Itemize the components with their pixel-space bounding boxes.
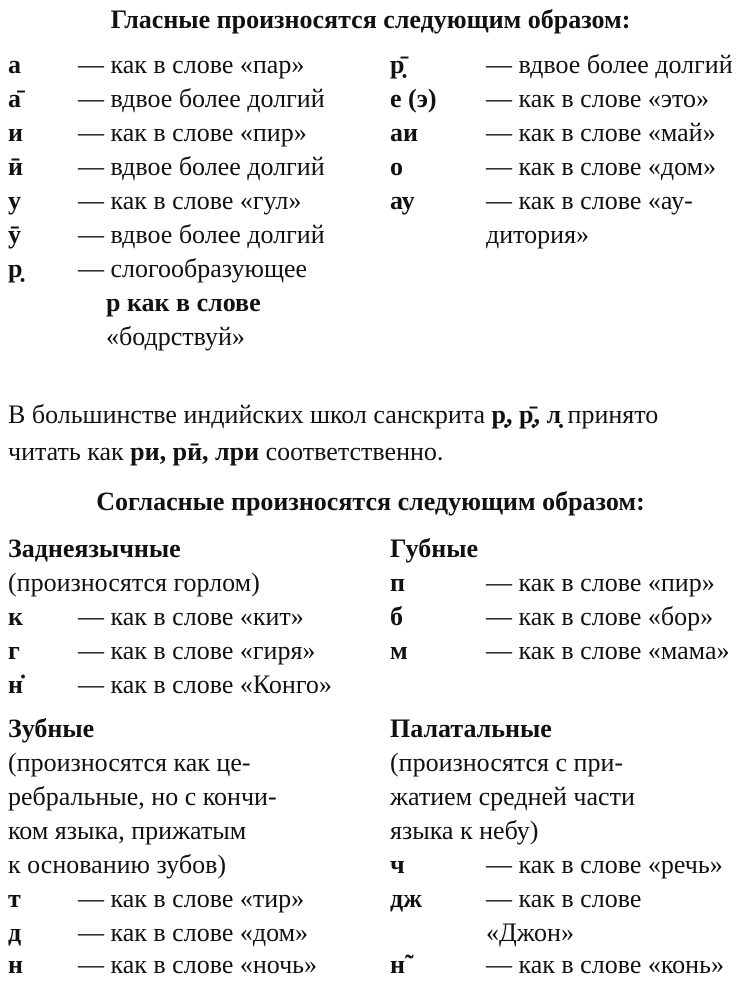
consonant-row	[8, 882, 304, 916]
vowel-row	[390, 184, 693, 218]
consonant-description-continuation: «Джон»	[486, 918, 574, 947]
vowel-description: — как в слове «это»	[486, 84, 710, 113]
consonant-description: — как в слове «кит»	[78, 602, 304, 631]
consonant-symbol: ч	[390, 850, 405, 879]
vowel-symbol: и	[8, 118, 23, 147]
consonants-heading: Согласные произносятся следующим образом:	[96, 487, 645, 516]
consonant-description: — как в слове «ночь»	[78, 950, 318, 979]
vowel-symbol: о	[390, 152, 403, 181]
vowel-row	[390, 82, 709, 116]
vowel-row	[390, 150, 716, 184]
consonant-description: — как в слове «пир»	[486, 568, 715, 597]
vowel-description: — как в слове «май»	[486, 118, 716, 147]
note-symbols: р̣, р̣̄, л̣	[491, 400, 562, 429]
vowel-continuation-line: р как в слове	[106, 288, 261, 317]
consonant-symbol: г	[8, 636, 20, 665]
vowel-description: — как в слове «гул»	[78, 186, 302, 215]
group-note-palatal: жатием средней части	[390, 782, 635, 811]
vowel-symbol: р̣	[8, 254, 23, 283]
vowels-heading: Гласные произносятся следующим образом:	[110, 5, 631, 34]
group-title-labial: Губные	[390, 534, 479, 563]
vowel-symbol: аи	[390, 118, 418, 147]
consonant-symbol: б	[390, 602, 403, 631]
consonant-row	[390, 948, 724, 982]
vowel-description-continuation: дитория»	[486, 220, 590, 249]
vowel-symbol: е (э)	[390, 84, 437, 113]
vowel-symbol: а̄	[8, 84, 21, 113]
vowel-description: — вдвое более долгий	[78, 152, 325, 181]
vowel-row	[8, 48, 304, 82]
consonant-symbol: т	[8, 884, 21, 913]
group-title-dental: Зубные	[8, 714, 95, 743]
consonant-description: — как в слове «мама»	[486, 636, 730, 665]
consonant-symbol: н	[8, 950, 23, 979]
vowel-symbol: ау	[390, 186, 415, 215]
consonant-symbol: дж	[390, 884, 423, 913]
consonant-description: — как в слове «тир»	[78, 884, 305, 913]
vowel-description-continuation	[106, 286, 261, 320]
consonant-description: — как в слове «дом»	[78, 918, 309, 947]
group-note-dental: ком языка, прижатым	[8, 816, 247, 845]
consonant-row	[8, 916, 308, 950]
vowel-row	[8, 252, 307, 286]
consonant-description: — как в слове	[486, 884, 642, 913]
note-text: В большинстве индийских школ санскрита	[8, 400, 492, 429]
vowel-symbol: р̣̄	[390, 50, 405, 79]
vowel-description: — как в слове «ау-	[486, 186, 693, 215]
group-note-dental: к основанию зубов)	[8, 850, 227, 879]
consonant-row	[8, 600, 304, 634]
vowel-row	[8, 218, 325, 252]
consonant-symbol: н̃	[390, 950, 405, 979]
consonant-row	[8, 948, 317, 982]
consonant-row	[390, 634, 730, 668]
group-title-palatal: Палатальные	[390, 714, 552, 743]
reading-note	[8, 396, 733, 470]
group-note-palatal: языка к небу)	[390, 816, 539, 845]
vowel-description: — вдвое более долгий	[78, 220, 325, 249]
vowel-row	[8, 184, 301, 218]
vowel-description: — вдвое более долгий	[486, 50, 733, 79]
consonant-row	[8, 634, 315, 668]
vowel-description: — вдвое более долгий	[78, 84, 325, 113]
vowel-row	[8, 82, 325, 116]
vowel-description: — как в слове «дом»	[486, 152, 717, 181]
vowel-symbol: у	[8, 186, 21, 215]
consonant-description: — как в слове «Конго»	[78, 670, 332, 699]
vowel-description: — как в слове «пир»	[78, 118, 307, 147]
group-note-dental: (произносятся как це-	[8, 748, 251, 777]
group-note-dental: ребральные, но с кончи-	[8, 782, 277, 811]
consonant-row	[390, 848, 723, 882]
consonant-description: — как в слове «гиря»	[78, 636, 316, 665]
vowel-row	[8, 150, 325, 184]
consonant-symbol: н̇	[8, 670, 23, 699]
consonant-row	[390, 882, 641, 916]
consonant-symbol: к	[8, 602, 23, 631]
consonant-symbol: м	[390, 636, 408, 665]
consonant-symbol: п	[390, 568, 405, 597]
consonant-row	[390, 566, 715, 600]
group-note-palatal: (произносятся с при-	[390, 748, 624, 777]
note-text: соответственно.	[259, 437, 444, 466]
vowel-row	[390, 116, 716, 150]
consonant-row	[8, 668, 332, 702]
vowel-symbol: ӯ	[8, 220, 21, 249]
vowel-symbol: ӣ	[8, 152, 23, 181]
note-readings: ри, рӣ, лри	[130, 437, 260, 466]
vowel-description-continuation: «бодрствуй»	[106, 322, 245, 351]
consonant-symbol: д	[8, 918, 22, 947]
note-text: принято читать как	[8, 400, 659, 466]
consonant-description: — как в слове «бор»	[486, 602, 714, 631]
consonant-description: — как в слове «конь»	[486, 950, 724, 979]
vowel-description: — слогообразующее	[78, 254, 308, 283]
vowel-symbol: а	[8, 50, 21, 79]
consonant-row	[390, 600, 713, 634]
group-title-velar: Заднеязычные	[8, 534, 181, 563]
group-note-velar: (произносятся горлом)	[8, 568, 260, 597]
consonant-description: — как в слове «речь»	[486, 850, 723, 879]
vowel-row	[390, 48, 733, 82]
vowel-row	[8, 116, 307, 150]
vowel-description: — как в слове «пар»	[78, 50, 305, 79]
